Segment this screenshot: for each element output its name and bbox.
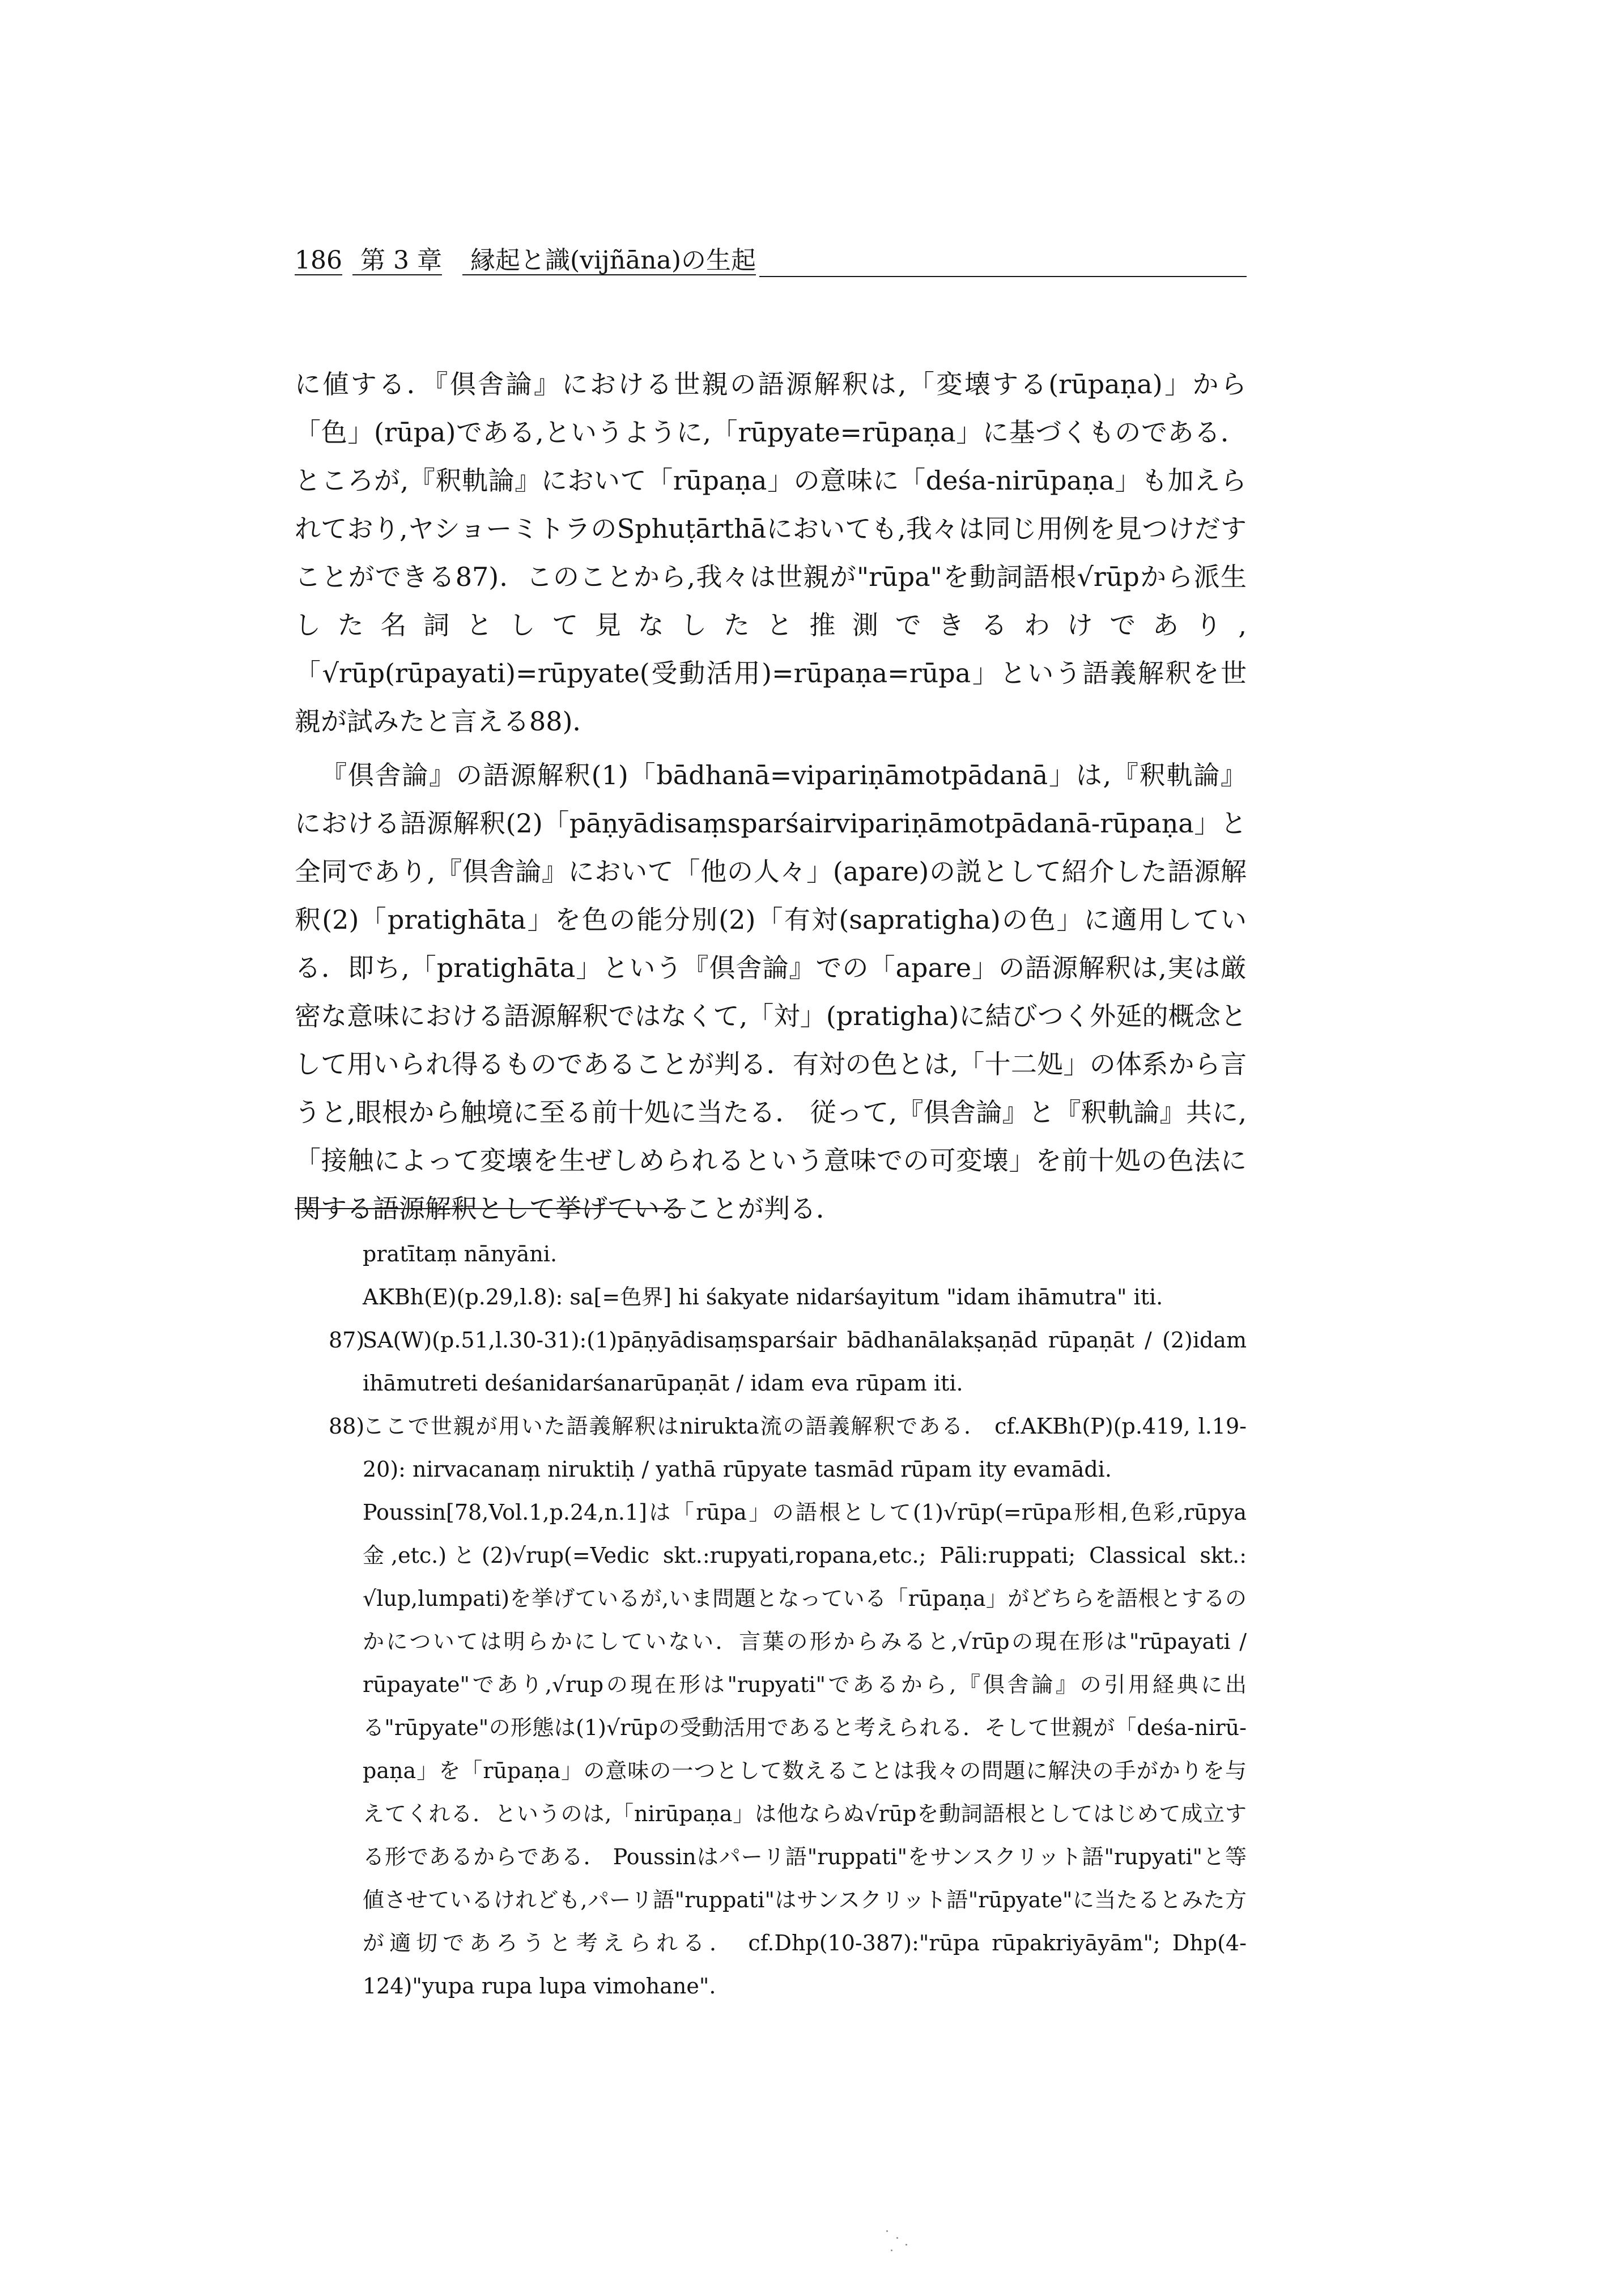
footnotes — [329, 1232, 1247, 2008]
footnote-88-continuation: Poussin[78,Vol.1,p.24,n.1]は「rūpa」の語根として(1)√rūp(=rūpa形相,色彩,rūpya金,etc.)と(2)√rup(=Vedic skt.:rupyati,ropana,etc.; Pāli:ruppati; Classical skt.: √lup,lumpati)を挙げているが,いま問題となっている「rūpaṇa」がどちらを語根とするのかについては明らかにしていない．言葉の形からみると,√rūpの現在形は"rūpayati / rūpayate"であり,√rupの現在形は"rupyati"であるから,『倶舎論』の引用経典に出る"rūpyate"の形態は(1)√rūpの受動活用であると考えられる．そして世親が「deśa-nirū- paṇa」を「rūpaṇa」の意味の一つとして数えることは我々の問題に解決の手がかりを与えてくれる．というのは,「nirūpaṇa」は他ならぬ√rūpを動詞語根としてはじめて成立する形であるからである． Poussinはパーリ語"ruppati"をサンスクリット語"rupyati"と等値させているけれども,パーリ語"ruppati"はサンスクリット語"rūpyate"に当たるとみた方が適切であろうと考えられる． cf.Dhp(10-387):"rūpa rūpakriyāyām"; Dhp(4-124)"yupa rupa lupa vimohane". — [363, 1500, 1247, 1999]
footnote-continued-source: AKBh(E)(p.29,l.8): sa[=色界] hi śakyate nidarśayitum "idam ihāmutra" iti. — [363, 1285, 1163, 1309]
chapter-label: 第 3 章 — [360, 246, 442, 275]
page-number: 186 — [295, 246, 342, 275]
header-rule — [759, 276, 1247, 277]
scan-specks — [884, 2227, 918, 2261]
footnote-87-text: SA(W)(p.51,l.30-31):(1)pāṇyādisaṃsparśair bādhanālakṣaṇād rūpaṇāt / (2)idam ihāmutreti deśanidarśanarūpaṇāt / idam eva rūpam iti. — [363, 1328, 1247, 1396]
footnote-88-number: 88) — [329, 1414, 365, 1439]
footnote-continued-line: pratītaṃ nānyāni. — [363, 1241, 558, 1266]
footnote-88-text: ここで世親が用いた語義解釈はniruktа流の語義解釈である． cf.AKBh(P)(p.419, l.19-20): nirvacanaṃ niruktiḥ / yathā rūpyate tasmād rūpam ity evamādi. — [363, 1414, 1247, 1482]
paragraph-2: 『倶舎論』の語源解釈(1)「bādhanā=vipariṇāmotpādanā」は,『釈軌論』における語源解釈(2)「pāṇyādisaṃsparśairvipariṇāmotpādanā-rūpaṇa」と全同であり,『倶舎論』において「他の人々」(apare)の説として紹介した語源解釈(2)「pratighāta」を色の能分別(2)「有対(sapratigha)の色」に適用している．即ち,「pratighāta」という『倶舎論』での「apare」の語源解釈は,実は厳密な意味における語源解釈ではなくて,「対」(pratigha)に結びつく外延的概念として用いられ得るものであることが判る．有対の色とは,「十二処」の体系から言うと,眼根から触境に至る前十処に当たる． 従って,『倶舎論』と『釈軌論』共に,「接触によって変壊を生ぜしめられるという意味での可変壊」を前十処の色法に関する語源解釈として挙げていることが判る． — [295, 760, 1247, 1224]
footnote-87 — [329, 1319, 1247, 1405]
footnote-87-number: 87) — [329, 1328, 365, 1353]
running-head — [295, 244, 1247, 278]
footnote-88 — [329, 1405, 1247, 1491]
footnote-rule — [295, 1208, 686, 1209]
paragraph-1: に値する．『倶舎論』における世親の語源解釈は,「変壊する(rūpaṇa)」から「色」(rūpa)である,というように,「rūpyate=rūpaṇa」に基づくものである． ところが,『釈軌論』において「rūpaṇa」の意味に「deśa-nirūpaṇa」も加えられており,ヤショーミトラのSphuṭārthāにおいても,我々は同じ用例を見つけだすことができる87)．このことから,我々は世親が"rūpa"を動詞語根√rūpから派生した名詞として見なしたと推測できるわけであり,「√rūp(rūpayati)=rūpyate(受動活用)=rūpaṇa=rūpa」という語義解釈を世親が試みたと言える88)． — [295, 369, 1247, 737]
main-text — [295, 360, 1247, 1233]
section-title: 縁起と識(vijñāna)の生起 — [470, 246, 756, 275]
